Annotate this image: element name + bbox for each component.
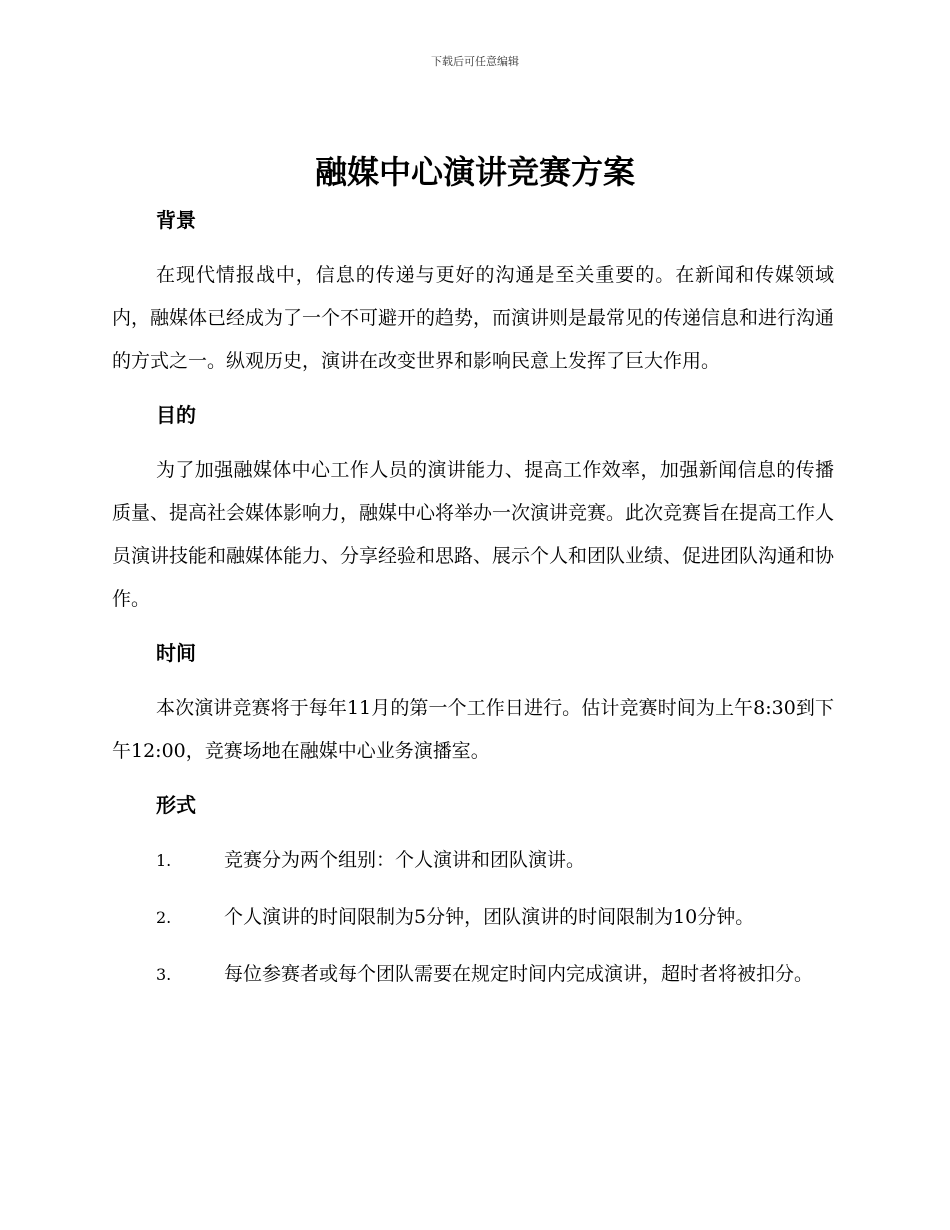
list-item-text: 个人演讲的时间限制为5分钟，团队演讲的时间限制为10分钟。 (224, 906, 755, 928)
list-item-number: 2. (156, 908, 172, 927)
section-paragraph: 本次演讲竞赛将于每年11月的第一个工作日进行。估计竞赛时间为上午8:30到下午12:00，竞赛场地在融媒中心业务演播室。 (112, 697, 834, 762)
list-item-text: 竞赛分为两个组别：个人演讲和团队演讲。 (224, 849, 586, 871)
section-purpose (112, 395, 834, 621)
section-paragraph: 在现代情报战中，信息的传递与更好的沟通是至关重要的。在新闻和传媒领域内，融媒体已经成为了一个不可避开的趋势，而演讲则是最常见的传递信息和进行沟通的方式之一。纵观历史，演讲在改变世界和影响民意上发挥了巨大作用。 (112, 264, 835, 372)
list-item (112, 953, 834, 996)
list-item (112, 896, 834, 939)
list-item-number: 3. (156, 965, 172, 984)
section-background (112, 200, 834, 383)
list-item-text: 每位参赛者或每个团队需要在规定时间内完成演讲，超时者将被扣分。 (224, 963, 814, 985)
section-heading: 目的 (156, 403, 196, 427)
section-heading: 时间 (156, 641, 196, 665)
section-heading: 形式 (156, 793, 196, 817)
page-header-note: 下载后可任意编辑 (431, 55, 519, 68)
section-heading: 背景 (156, 208, 196, 232)
section-paragraph: 为了加强融媒体中心工作人员的演讲能力、提高工作效率，加强新闻信息的传播质量、提高社会媒体影响力，融媒中心将举办一次演讲竞赛。此次竞赛旨在提高工作人员演讲技能和融媒体能力、分享经验和思路、展示个人和团队业绩、促进团队沟通和协作。 (112, 459, 835, 610)
document-body (112, 200, 834, 996)
section-time (112, 633, 834, 773)
section-format (112, 785, 834, 996)
document-title: 融媒中心演讲竞赛方案 (314, 153, 635, 191)
list-item (112, 839, 834, 882)
list-item-number: 1. (156, 851, 172, 870)
